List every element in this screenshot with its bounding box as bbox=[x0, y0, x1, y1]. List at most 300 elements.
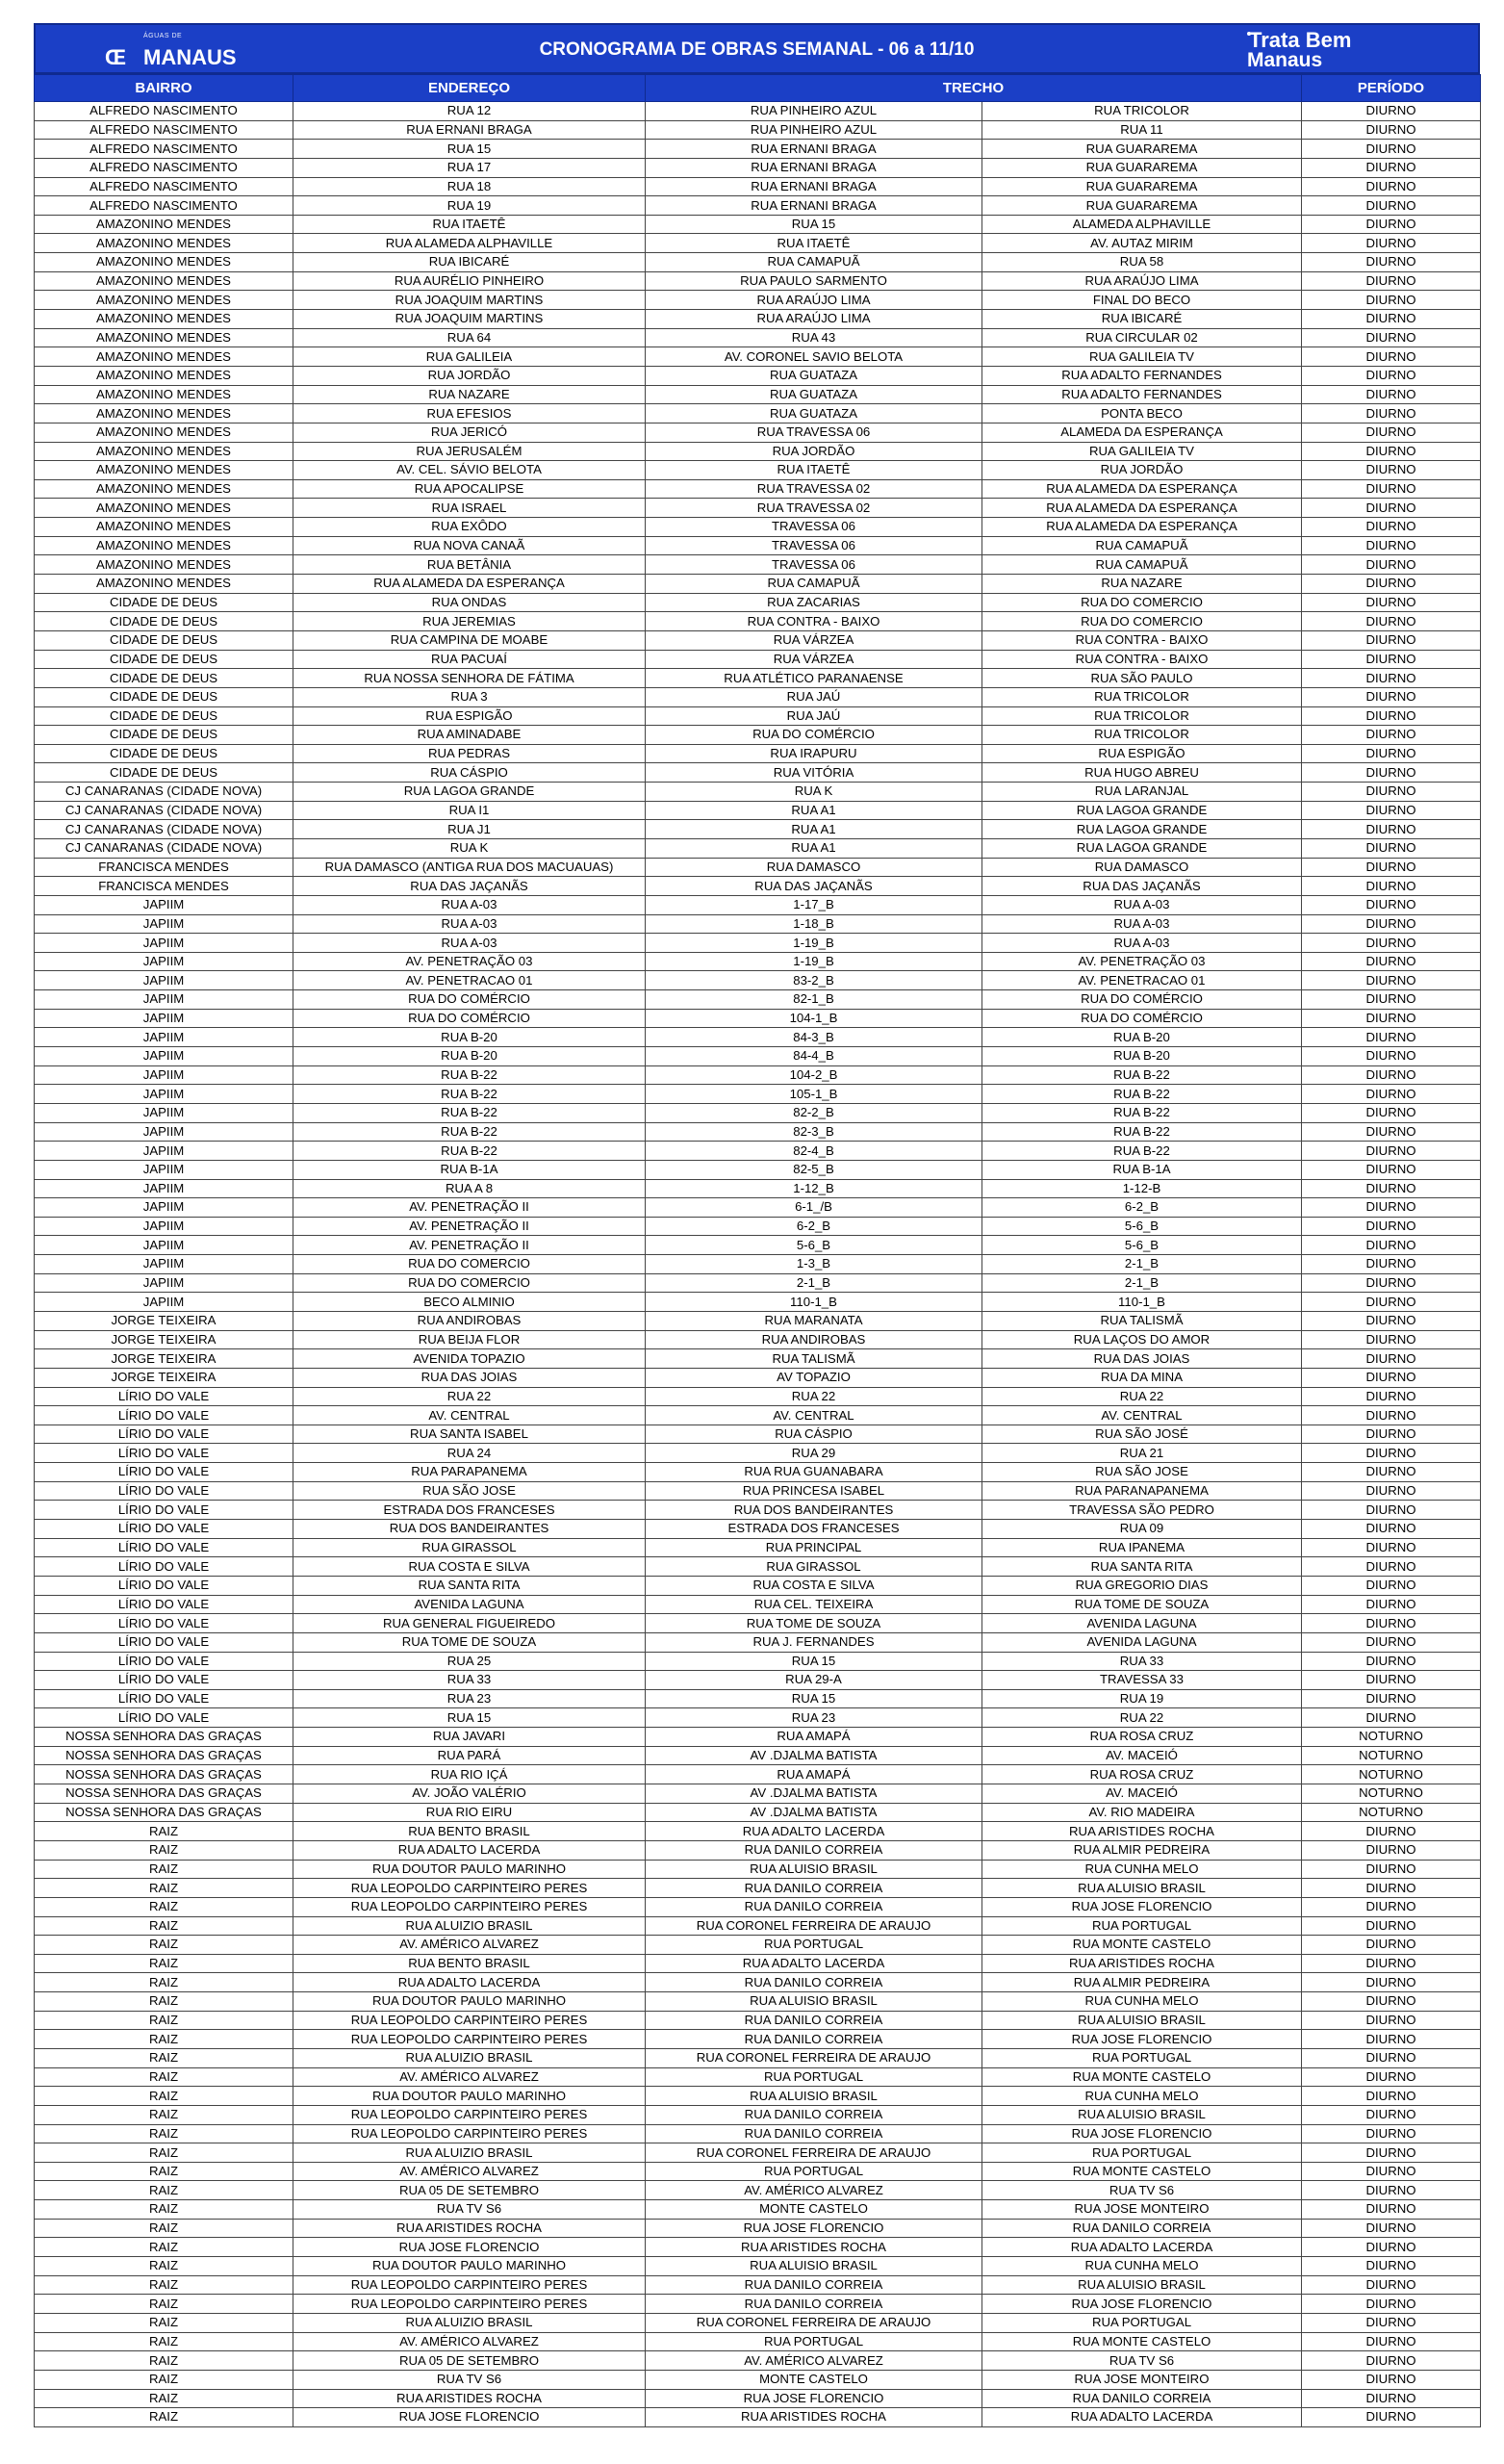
endereco-cell: RUA I1 bbox=[293, 801, 646, 820]
periodo-cell: DIURNO bbox=[1302, 1387, 1481, 1406]
endereco-cell: RUA DO COMÉRCIO bbox=[293, 990, 646, 1010]
periodo-cell: DIURNO bbox=[1302, 1255, 1481, 1274]
bairro-cell: JAPIIM bbox=[35, 1273, 293, 1293]
trecho-from-cell: 104-2_B bbox=[646, 1065, 982, 1085]
trecho-to-cell: 2-1_B bbox=[982, 1255, 1302, 1274]
trecho-from-cell: RUA 29 bbox=[646, 1444, 982, 1463]
trecho-from-cell: AV .DJALMA BATISTA bbox=[646, 1746, 982, 1765]
trecho-from-cell: RUA ADALTO LACERDA bbox=[646, 1822, 982, 1841]
trecho-to-cell: RUA MONTE CASTELO bbox=[982, 1936, 1302, 1955]
periodo-cell: DIURNO bbox=[1302, 1936, 1481, 1955]
bairro-cell: RAIZ bbox=[35, 2087, 293, 2106]
endereco-cell: RUA TV S6 bbox=[293, 2370, 646, 2389]
trecho-to-cell: RUA A-03 bbox=[982, 895, 1302, 914]
endereco-cell: RUA CÁSPIO bbox=[293, 763, 646, 783]
bairro-cell: RAIZ bbox=[35, 2048, 293, 2067]
endereco-cell: RUA SANTA RITA bbox=[293, 1576, 646, 1595]
trecho-to-cell: RUA B-22 bbox=[982, 1103, 1302, 1122]
endereco-cell: RUA 25 bbox=[293, 1652, 646, 1671]
trecho-from-cell: TRAVESSA 06 bbox=[646, 536, 982, 555]
table-row bbox=[35, 820, 1481, 839]
trecho-from-cell: RUA TOME DE SOUZA bbox=[646, 1614, 982, 1633]
bairro-cell: JAPIIM bbox=[35, 914, 293, 934]
table-row bbox=[35, 952, 1481, 971]
bairro-cell: JAPIIM bbox=[35, 1255, 293, 1274]
trecho-to-cell: RUA A-03 bbox=[982, 914, 1302, 934]
trecho-to-cell: RUA SÃO JOSÉ bbox=[982, 1424, 1302, 1444]
trecho-from-cell: RUA 23 bbox=[646, 1708, 982, 1728]
endereco-cell: RUA ADALTO LACERDA bbox=[293, 1840, 646, 1860]
endereco-cell: RUA PARAPANEMA bbox=[293, 1463, 646, 1482]
trecho-from-cell: RUA DOS BANDEIRANTES bbox=[646, 1501, 982, 1520]
trecho-to-cell: AVENIDA LAGUNA bbox=[982, 1614, 1302, 1633]
bairro-cell: JAPIIM bbox=[35, 1122, 293, 1142]
bairro-cell: LÍRIO DO VALE bbox=[35, 1614, 293, 1633]
bairro-cell: LÍRIO DO VALE bbox=[35, 1632, 293, 1652]
periodo-cell: DIURNO bbox=[1302, 1160, 1481, 1179]
trecho-to-cell: RUA DAMASCO bbox=[982, 858, 1302, 877]
table-row bbox=[35, 1595, 1481, 1614]
trecho-to-cell: RUA JOSE FLORENCIO bbox=[982, 2030, 1302, 2049]
bairro-cell: RAIZ bbox=[35, 2030, 293, 2049]
trecho-from-cell: RUA ERNANI BRAGA bbox=[646, 177, 982, 196]
periodo-cell: DIURNO bbox=[1302, 461, 1481, 480]
periodo-cell: DIURNO bbox=[1302, 877, 1481, 896]
bairro-cell: AMAZONINO MENDES bbox=[35, 328, 293, 347]
periodo-cell: DIURNO bbox=[1302, 838, 1481, 858]
endereco-cell: RUA RIO EIRU bbox=[293, 1803, 646, 1822]
periodo-cell: DIURNO bbox=[1302, 1501, 1481, 1520]
bairro-cell: RAIZ bbox=[35, 2124, 293, 2143]
table-row bbox=[35, 2295, 1481, 2314]
trecho-to-cell: RUA 22 bbox=[982, 1387, 1302, 1406]
trecho-from-cell: 5-6_B bbox=[646, 1236, 982, 1255]
trecho-from-cell: RUA GUATAZA bbox=[646, 385, 982, 404]
table-row bbox=[35, 783, 1481, 802]
trecho-from-cell: RUA TRAVESSA 06 bbox=[646, 423, 982, 442]
periodo-cell: DIURNO bbox=[1302, 1273, 1481, 1293]
periodo-cell: DIURNO bbox=[1302, 385, 1481, 404]
trecho-to-cell: RUA CUNHA MELO bbox=[982, 1992, 1302, 2012]
trecho-from-cell: RUA JOSE FLORENCIO bbox=[646, 2389, 982, 2408]
table-row bbox=[35, 1954, 1481, 1973]
endereco-cell: RUA B-1A bbox=[293, 1160, 646, 1179]
trecho-from-cell: RUA CORONEL FERREIRA DE ARAUJO bbox=[646, 2048, 982, 2067]
endereco-cell: RUA COSTA E SILVA bbox=[293, 1557, 646, 1577]
endereco-cell: RUA LEOPOLDO CARPINTEIRO PERES bbox=[293, 2011, 646, 2030]
trecho-to-cell: RUA PORTUGAL bbox=[982, 2048, 1302, 2067]
bairro-cell: NOSSA SENHORA DAS GRAÇAS bbox=[35, 1784, 293, 1804]
bairro-cell: JAPIIM bbox=[35, 1085, 293, 1104]
trecho-from-cell: 82-1_B bbox=[646, 990, 982, 1010]
endereco-cell: RUA NAZARE bbox=[293, 385, 646, 404]
trecho-to-cell: RUA ARISTIDES ROCHA bbox=[982, 1954, 1302, 1973]
endereco-cell: RUA ALAMEDA ALPHAVILLE bbox=[293, 234, 646, 253]
trecho-from-cell: 82-2_B bbox=[646, 1103, 982, 1122]
endereco-cell: RUA GIRASSOL bbox=[293, 1538, 646, 1557]
endereco-cell: RUA DO COMÉRCIO bbox=[293, 1009, 646, 1028]
trecho-from-cell: 110-1_B bbox=[646, 1293, 982, 1312]
trecho-from-cell: RUA 15 bbox=[646, 1689, 982, 1708]
trecho-to-cell: RUA ADALTO LACERDA bbox=[982, 2408, 1302, 2427]
table-row bbox=[35, 1160, 1481, 1179]
endereco-cell: RUA 05 DE SETEMBRO bbox=[293, 2351, 646, 2371]
bairro-cell: LÍRIO DO VALE bbox=[35, 1708, 293, 1728]
trecho-to-cell: RUA TRICOLOR bbox=[982, 687, 1302, 706]
trecho-from-cell: RUA PINHEIRO AZUL bbox=[646, 120, 982, 140]
trecho-from-cell: RUA PORTUGAL bbox=[646, 2162, 982, 2181]
bairro-cell: RAIZ bbox=[35, 2219, 293, 2238]
periodo-cell: DIURNO bbox=[1302, 1236, 1481, 1255]
periodo-cell: DIURNO bbox=[1302, 1708, 1481, 1728]
trecho-from-cell: RUA DANILO CORREIA bbox=[646, 2124, 982, 2143]
periodo-cell: DIURNO bbox=[1302, 895, 1481, 914]
bairro-cell: RAIZ bbox=[35, 2275, 293, 2295]
trecho-from-cell: RUA GUATAZA bbox=[646, 366, 982, 385]
table-row bbox=[35, 2124, 1481, 2143]
bairro-cell: RAIZ bbox=[35, 1936, 293, 1955]
trecho-to-cell: RUA ADALTO LACERDA bbox=[982, 2238, 1302, 2257]
trata-bem-manaus-logo bbox=[1247, 28, 1372, 72]
periodo-cell: DIURNO bbox=[1302, 442, 1481, 461]
bairro-cell: ALFREDO NASCIMENTO bbox=[35, 177, 293, 196]
trecho-from-cell: RUA TRAVESSA 02 bbox=[646, 479, 982, 499]
trecho-from-cell: AV. AMÉRICO ALVAREZ bbox=[646, 2351, 982, 2371]
endereco-cell: RUA LEOPOLDO CARPINTEIRO PERES bbox=[293, 2295, 646, 2314]
trecho-from-cell: RUA CÁSPIO bbox=[646, 1424, 982, 1444]
endereco-cell: RUA JORDÃO bbox=[293, 366, 646, 385]
trecho-from-cell: RUA AMAPÁ bbox=[646, 1728, 982, 1747]
trecho-from-cell: RUA DANILO CORREIA bbox=[646, 1879, 982, 1898]
endereco-cell: RUA JOSE FLORENCIO bbox=[293, 2408, 646, 2427]
logo-small-text: ÁGUAS DE bbox=[143, 33, 183, 39]
bairro-cell: JAPIIM bbox=[35, 1179, 293, 1198]
header-bairro: BAIRRO bbox=[35, 75, 293, 102]
trecho-to-cell: RUA TALISMÃ bbox=[982, 1312, 1302, 1331]
trecho-from-cell: 104-1_B bbox=[646, 1009, 982, 1028]
table-row bbox=[35, 2408, 1481, 2427]
trecho-to-cell: 2-1_B bbox=[982, 1273, 1302, 1293]
periodo-cell: DIURNO bbox=[1302, 291, 1481, 310]
trecho-from-cell: RUA ADALTO LACERDA bbox=[646, 1954, 982, 1973]
table-row bbox=[35, 1708, 1481, 1728]
periodo-cell: DIURNO bbox=[1302, 1840, 1481, 1860]
trecho-to-cell: AV. CENTRAL bbox=[982, 1406, 1302, 1425]
endereco-cell: RUA JERUSALÉM bbox=[293, 442, 646, 461]
trecho-from-cell: RUA VITÓRIA bbox=[646, 763, 982, 783]
trecho-to-cell: RUA ALUISIO BRASIL bbox=[982, 1879, 1302, 1898]
bairro-cell: AMAZONINO MENDES bbox=[35, 536, 293, 555]
bairro-cell: RAIZ bbox=[35, 2295, 293, 2314]
periodo-cell: DIURNO bbox=[1302, 2087, 1481, 2106]
logo-mark-icon: Œ bbox=[105, 45, 125, 69]
bairro-cell: CIDADE DE DEUS bbox=[35, 726, 293, 745]
trecho-to-cell: RUA IPANEMA bbox=[982, 1538, 1302, 1557]
endereco-cell: RUA A-03 bbox=[293, 934, 646, 953]
table-row bbox=[35, 2238, 1481, 2257]
periodo-cell: DIURNO bbox=[1302, 423, 1481, 442]
trecho-to-cell: 5-6_B bbox=[982, 1217, 1302, 1236]
bairro-cell: LÍRIO DO VALE bbox=[35, 1652, 293, 1671]
table-row bbox=[35, 442, 1481, 461]
endereco-cell: RUA B-22 bbox=[293, 1142, 646, 1161]
table-row bbox=[35, 1293, 1481, 1312]
bairro-cell: FRANCISCA MENDES bbox=[35, 877, 293, 896]
endereco-cell: AV. PENETRAÇÃO II bbox=[293, 1236, 646, 1255]
trecho-to-cell: RUA ARAÚJO LIMA bbox=[982, 271, 1302, 291]
trecho-from-cell: RUA VÁRZEA bbox=[646, 630, 982, 650]
periodo-cell: DIURNO bbox=[1302, 1463, 1481, 1482]
bairro-cell: JAPIIM bbox=[35, 1236, 293, 1255]
table-row bbox=[35, 2181, 1481, 2200]
table-row bbox=[35, 1992, 1481, 2012]
bairro-cell: AMAZONINO MENDES bbox=[35, 518, 293, 537]
periodo-cell: DIURNO bbox=[1302, 2124, 1481, 2143]
periodo-cell: DIURNO bbox=[1302, 1103, 1481, 1122]
trecho-to-cell: RUA PORTUGAL bbox=[982, 2143, 1302, 2163]
trecho-to-cell: RUA GALILEIA TV bbox=[982, 442, 1302, 461]
endereco-cell: RUA DOUTOR PAULO MARINHO bbox=[293, 2087, 646, 2106]
trecho-to-cell: RUA TV S6 bbox=[982, 2351, 1302, 2371]
bairro-cell: AMAZONINO MENDES bbox=[35, 271, 293, 291]
periodo-cell: DIURNO bbox=[1302, 2181, 1481, 2200]
table-row bbox=[35, 461, 1481, 480]
periodo-cell: DIURNO bbox=[1302, 1557, 1481, 1577]
trecho-from-cell: RUA ALUISIO BRASIL bbox=[646, 1992, 982, 2012]
bairro-cell: RAIZ bbox=[35, 2011, 293, 2030]
trecho-to-cell: RUA GALILEIA TV bbox=[982, 347, 1302, 367]
bairro-cell: AMAZONINO MENDES bbox=[35, 479, 293, 499]
trecho-from-cell: RUA DANILO CORREIA bbox=[646, 1973, 982, 1992]
trecho-from-cell: RUA PORTUGAL bbox=[646, 2067, 982, 2087]
periodo-cell: DIURNO bbox=[1302, 1973, 1481, 1992]
table-row bbox=[35, 1312, 1481, 1331]
periodo-cell: DIURNO bbox=[1302, 1406, 1481, 1425]
trecho-from-cell: RUA JOSE FLORENCIO bbox=[646, 2219, 982, 2238]
periodo-cell: DIURNO bbox=[1302, 1671, 1481, 1690]
trecho-from-cell: 1-19_B bbox=[646, 952, 982, 971]
trecho-from-cell: AV. CORONEL SAVIO BELOTA bbox=[646, 347, 982, 367]
periodo-cell: DIURNO bbox=[1302, 1444, 1481, 1463]
table-row bbox=[35, 1103, 1481, 1122]
periodo-cell: DIURNO bbox=[1302, 1293, 1481, 1312]
table-row bbox=[35, 1028, 1481, 1047]
periodo-cell: DIURNO bbox=[1302, 215, 1481, 234]
trecho-to-cell: RUA ALUISIO BRASIL bbox=[982, 2105, 1302, 2124]
bairro-cell: ALFREDO NASCIMENTO bbox=[35, 140, 293, 159]
table-row bbox=[35, 2067, 1481, 2087]
trecho-to-cell: 110-1_B bbox=[982, 1293, 1302, 1312]
table-row bbox=[35, 914, 1481, 934]
table-row bbox=[35, 1501, 1481, 1520]
table-row bbox=[35, 2030, 1481, 2049]
trecho-to-cell: RUA CAMAPUÃ bbox=[982, 536, 1302, 555]
table-row bbox=[35, 1538, 1481, 1557]
endereco-cell: RUA BEIJA FLOR bbox=[293, 1330, 646, 1349]
trecho-to-cell: RUA A-03 bbox=[982, 934, 1302, 953]
endereco-cell: RUA TOME DE SOUZA bbox=[293, 1632, 646, 1652]
bairro-cell: JAPIIM bbox=[35, 934, 293, 953]
table-row bbox=[35, 1330, 1481, 1349]
periodo-cell: DIURNO bbox=[1302, 2389, 1481, 2408]
trecho-to-cell: RUA DAS JOIAS bbox=[982, 1349, 1302, 1369]
periodo-cell: DIURNO bbox=[1302, 612, 1481, 631]
bairro-cell: NOSSA SENHORA DAS GRAÇAS bbox=[35, 1728, 293, 1747]
trecho-from-cell: RUA JAÚ bbox=[646, 687, 982, 706]
trecho-to-cell: RUA CIRCULAR 02 bbox=[982, 328, 1302, 347]
trecho-to-cell: AV. MACEIÓ bbox=[982, 1784, 1302, 1804]
table-row bbox=[35, 1671, 1481, 1690]
trecho-to-cell: FINAL DO BECO bbox=[982, 291, 1302, 310]
table-row bbox=[35, 366, 1481, 385]
endereco-cell: RUA JERICÓ bbox=[293, 423, 646, 442]
trecho-to-cell: RUA ROSA CRUZ bbox=[982, 1765, 1302, 1784]
table-row bbox=[35, 801, 1481, 820]
trecho-from-cell: RUA GIRASSOL bbox=[646, 1557, 982, 1577]
bairro-cell: AMAZONINO MENDES bbox=[35, 310, 293, 329]
table-row bbox=[35, 2389, 1481, 2408]
trecho-to-cell: RUA LAGOA GRANDE bbox=[982, 820, 1302, 839]
table-row bbox=[35, 1689, 1481, 1708]
table-row bbox=[35, 1728, 1481, 1747]
bairro-cell: RAIZ bbox=[35, 2313, 293, 2332]
trecho-from-cell: RUA ATLÉTICO PARANAENSE bbox=[646, 669, 982, 688]
table-row bbox=[35, 1065, 1481, 1085]
trecho-to-cell: TRAVESSA SÃO PEDRO bbox=[982, 1501, 1302, 1520]
logo-wordmark: MANAUS bbox=[143, 45, 237, 69]
table-row bbox=[35, 215, 1481, 234]
periodo-cell: DIURNO bbox=[1302, 536, 1481, 555]
table-row bbox=[35, 271, 1481, 291]
trecho-to-cell: RUA ROSA CRUZ bbox=[982, 1728, 1302, 1747]
bairro-cell: ALFREDO NASCIMENTO bbox=[35, 120, 293, 140]
trecho-to-cell: RUA 11 bbox=[982, 120, 1302, 140]
bairro-cell: LÍRIO DO VALE bbox=[35, 1595, 293, 1614]
trecho-from-cell: AV. CENTRAL bbox=[646, 1406, 982, 1425]
table-row bbox=[35, 1198, 1481, 1218]
bairro-cell: RAIZ bbox=[35, 1897, 293, 1916]
periodo-cell: DIURNO bbox=[1302, 2011, 1481, 2030]
trecho-to-cell: RUA 21 bbox=[982, 1444, 1302, 1463]
periodo-cell: DIURNO bbox=[1302, 2351, 1481, 2371]
endereco-cell: RUA ESPIGÃO bbox=[293, 706, 646, 726]
periodo-cell: DIURNO bbox=[1302, 1142, 1481, 1161]
table-row bbox=[35, 1424, 1481, 1444]
table-row bbox=[35, 2048, 1481, 2067]
table-row bbox=[35, 669, 1481, 688]
bairro-cell: RAIZ bbox=[35, 2238, 293, 2257]
endereco-cell: AV. PENETRACAO 01 bbox=[293, 971, 646, 990]
periodo-cell: DIURNO bbox=[1302, 271, 1481, 291]
trecho-from-cell: RUA DANILO CORREIA bbox=[646, 1840, 982, 1860]
table-row bbox=[35, 858, 1481, 877]
trecho-from-cell: RUA DO COMÉRCIO bbox=[646, 726, 982, 745]
table-row bbox=[35, 1860, 1481, 1879]
bairro-cell: ALFREDO NASCIMENTO bbox=[35, 158, 293, 177]
table-row bbox=[35, 196, 1481, 216]
periodo-cell: DIURNO bbox=[1302, 2200, 1481, 2220]
periodo-cell: DIURNO bbox=[1302, 934, 1481, 953]
trecho-from-cell: AV. AMÉRICO ALVAREZ bbox=[646, 2181, 982, 2200]
bairro-cell: JORGE TEIXEIRA bbox=[35, 1312, 293, 1331]
table-row bbox=[35, 630, 1481, 650]
endereco-cell: RUA 24 bbox=[293, 1444, 646, 1463]
table-row bbox=[35, 763, 1481, 783]
endereco-cell: RUA DO COMERCIO bbox=[293, 1273, 646, 1293]
table-row bbox=[35, 2143, 1481, 2163]
periodo-cell: DIURNO bbox=[1302, 687, 1481, 706]
trecho-from-cell: 84-4_B bbox=[646, 1047, 982, 1066]
table-row bbox=[35, 1444, 1481, 1463]
trecho-to-cell: RUA CAMAPUÃ bbox=[982, 555, 1302, 575]
table-row bbox=[35, 234, 1481, 253]
trecho-to-cell: RUA DO COMÉRCIO bbox=[982, 1009, 1302, 1028]
table-row bbox=[35, 971, 1481, 990]
bairro-cell: RAIZ bbox=[35, 2105, 293, 2124]
trecho-to-cell: RUA TV S6 bbox=[982, 2181, 1302, 2200]
trecho-to-cell: 5-6_B bbox=[982, 1236, 1302, 1255]
trecho-to-cell: AV. RIO MADEIRA bbox=[982, 1803, 1302, 1822]
table-row bbox=[35, 158, 1481, 177]
periodo-cell: DIURNO bbox=[1302, 1992, 1481, 2012]
periodo-cell: DIURNO bbox=[1302, 2238, 1481, 2257]
trecho-to-cell: RUA ALAMEDA DA ESPERANÇA bbox=[982, 479, 1302, 499]
table-row bbox=[35, 120, 1481, 140]
endereco-cell: RUA PACUAÍ bbox=[293, 650, 646, 669]
periodo-cell: DIURNO bbox=[1302, 952, 1481, 971]
trecho-from-cell: RUA 15 bbox=[646, 215, 982, 234]
endereco-cell: RUA BENTO BRASIL bbox=[293, 1822, 646, 1841]
table-row bbox=[35, 706, 1481, 726]
table-row bbox=[35, 499, 1481, 518]
table-row bbox=[35, 518, 1481, 537]
table-row bbox=[35, 328, 1481, 347]
endereco-cell: RUA 12 bbox=[293, 102, 646, 121]
endereco-cell: RUA LEOPOLDO CARPINTEIRO PERES bbox=[293, 2275, 646, 2295]
endereco-cell: RUA LEOPOLDO CARPINTEIRO PERES bbox=[293, 2030, 646, 2049]
trecho-to-cell: RUA ESPIGÃO bbox=[982, 744, 1302, 763]
brand-line-1: Trata Bem bbox=[1249, 28, 1352, 52]
table-row bbox=[35, 990, 1481, 1010]
periodo-cell: DIURNO bbox=[1302, 518, 1481, 537]
table-row bbox=[35, 1632, 1481, 1652]
periodo-cell: NOTURNO bbox=[1302, 1784, 1481, 1804]
trecho-from-cell: 1-17_B bbox=[646, 895, 982, 914]
trecho-from-cell: RUA PORTUGAL bbox=[646, 2332, 982, 2351]
endereco-cell: RUA PEDRAS bbox=[293, 744, 646, 763]
bairro-cell: AMAZONINO MENDES bbox=[35, 499, 293, 518]
endereco-cell: RUA JOAQUIM MARTINS bbox=[293, 310, 646, 329]
endereco-cell: RUA PARÁ bbox=[293, 1746, 646, 1765]
trecho-from-cell: RUA ITAETÊ bbox=[646, 234, 982, 253]
periodo-cell: DIURNO bbox=[1302, 140, 1481, 159]
periodo-cell: DIURNO bbox=[1302, 1065, 1481, 1085]
bairro-cell: AMAZONINO MENDES bbox=[35, 404, 293, 424]
endereco-cell: AV. AMÉRICO ALVAREZ bbox=[293, 2332, 646, 2351]
trecho-from-cell: RUA DANILO CORREIA bbox=[646, 2105, 982, 2124]
endereco-cell: RUA ALUIZIO BRASIL bbox=[293, 2143, 646, 2163]
table-row bbox=[35, 1822, 1481, 1841]
bairro-cell: RAIZ bbox=[35, 2181, 293, 2200]
trecho-from-cell: TRAVESSA 06 bbox=[646, 555, 982, 575]
endereco-cell: RUA B-20 bbox=[293, 1028, 646, 1047]
endereco-cell: RUA JAVARI bbox=[293, 1728, 646, 1747]
trecho-to-cell: RUA LAÇOS DO AMOR bbox=[982, 1330, 1302, 1349]
endereco-cell: RUA ERNANI BRAGA bbox=[293, 120, 646, 140]
periodo-cell: DIURNO bbox=[1302, 914, 1481, 934]
trecho-from-cell: RUA ALUISIO BRASIL bbox=[646, 2257, 982, 2276]
periodo-cell: NOTURNO bbox=[1302, 1803, 1481, 1822]
